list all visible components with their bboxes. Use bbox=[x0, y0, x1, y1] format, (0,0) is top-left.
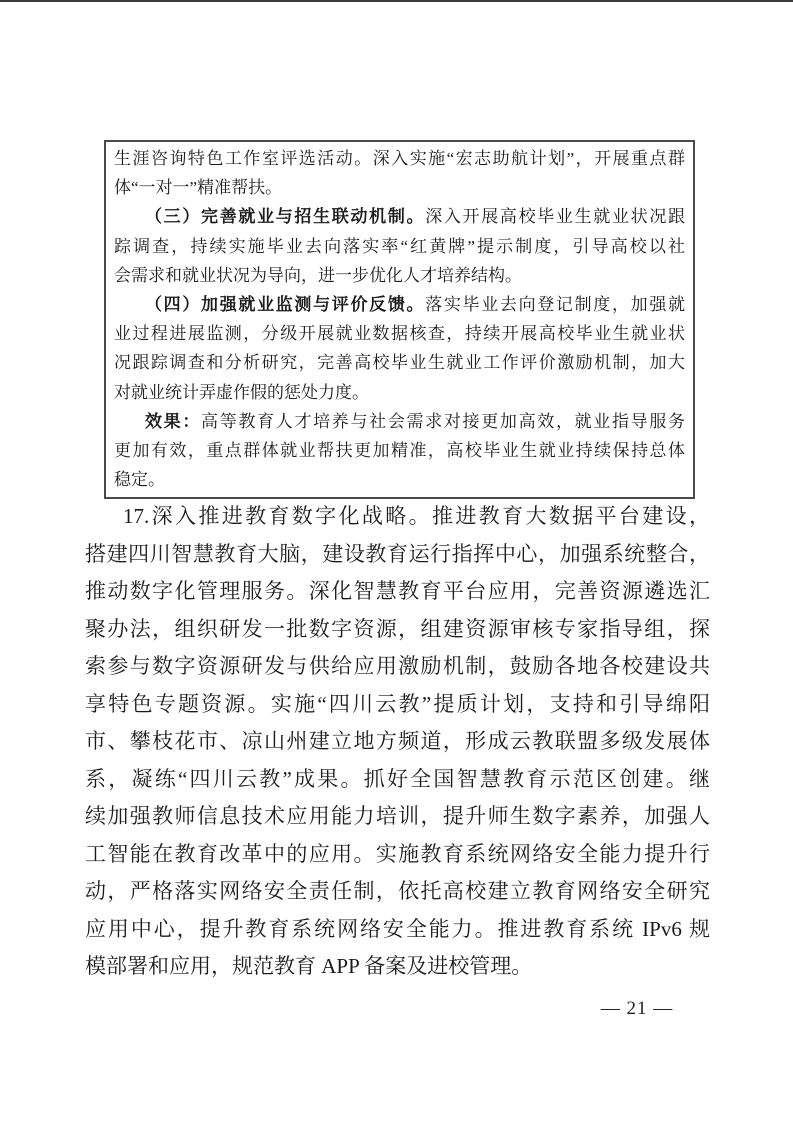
text-segment: 聚办法，组织研发一批数字资源，组建资源审核专家指导组，探 bbox=[85, 616, 710, 641]
text-line bbox=[114, 378, 685, 407]
text-segment: 更加有效，重点群体就业帮扶更加精准，高校毕业生就业持续保持总体 bbox=[114, 440, 685, 460]
heading-segment: （四）加强就业监测与评价反馈。 bbox=[145, 294, 426, 314]
text-segment: 工智能在教育改革中的应用。实施教育系统网络安全能力提升行 bbox=[85, 841, 710, 866]
text-segment: 17.深入推进教育数字化战略。 bbox=[123, 504, 432, 528]
text-line bbox=[114, 232, 685, 261]
text-segment: 应用中心，提升教育系统网络安全能力。推进教育系统 IPv6 规 bbox=[85, 916, 710, 941]
text-line bbox=[114, 144, 685, 173]
text-line bbox=[114, 407, 685, 436]
text-segment: 况跟踪调查和分析研究，完善高校毕业生就业工作评价激励机制，加大 bbox=[114, 353, 685, 373]
text-segment: 对就业统计弄虚作假的惩处力度。 bbox=[114, 382, 369, 402]
text-segment: 享特色专题资源。实施“四川云教”提质计划，支持和引导绵阳 bbox=[85, 691, 710, 716]
text-line bbox=[114, 465, 685, 494]
item-17-paragraph bbox=[85, 498, 710, 986]
text-line bbox=[85, 611, 710, 649]
text-segment: 生涯咨询特色工作室评选活动。深入实施“宏志助航计划”，开展重点群 bbox=[114, 149, 685, 168]
text-line bbox=[85, 798, 710, 836]
text-line bbox=[85, 723, 710, 761]
text-line bbox=[85, 948, 710, 986]
page-number bbox=[562, 998, 712, 1020]
text-segment: 索参与数字资源研发与供给应用激励机制，鼓励各地各校建设共 bbox=[85, 654, 710, 678]
text-segment: 高等教育人才培养与社会需求对接更加高效，就业指导服务 bbox=[201, 411, 685, 431]
text-segment: 体“一对一”精准帮扶。 bbox=[114, 178, 283, 198]
text-line bbox=[114, 202, 685, 231]
effect-summary-box bbox=[104, 140, 695, 499]
text-line bbox=[85, 686, 710, 724]
text-line bbox=[85, 498, 710, 536]
text-line bbox=[114, 261, 685, 290]
heading-segment: 效果： bbox=[145, 411, 202, 431]
text-segment: 搭建四川智慧教育大脑，建设教育运行指挥中心，加强系统整合， bbox=[85, 541, 710, 566]
text-segment: 推动数字化管理服务。深化智慧教育平台应用，完善资源遴选汇 bbox=[85, 579, 710, 603]
text-line bbox=[114, 348, 685, 377]
text-segment: 会需求和就业状况为导向，进一步优化人才培养结构。 bbox=[114, 265, 522, 285]
text-line bbox=[114, 173, 685, 202]
text-line bbox=[85, 648, 710, 686]
heading-segment: （三）完善就业与招生联动机制。 bbox=[145, 207, 426, 227]
page-number-text: — 21 — bbox=[600, 998, 674, 1019]
text-segment: 业过程进展监测，分级开展就业数据核查，持续开展高校毕业生就业状 bbox=[114, 324, 685, 344]
scan-top-edge-line bbox=[0, 0, 793, 2]
text-line bbox=[85, 573, 710, 611]
text-segment: 深入开展高校毕业生就业状况跟 bbox=[425, 207, 685, 227]
text-line bbox=[85, 873, 710, 911]
text-line bbox=[85, 911, 710, 949]
text-line bbox=[85, 536, 710, 574]
text-line bbox=[85, 761, 710, 799]
text-line bbox=[85, 836, 710, 874]
text-line bbox=[114, 290, 685, 319]
text-segment: 系，凝练“四川云教”成果。抓好全国智慧教育示范区创建。继 bbox=[85, 766, 710, 791]
text-segment: 模部署和应用，规范教育 APP 备案及进校管理。 bbox=[85, 954, 533, 978]
text-segment: 踪调查，持续实施毕业去向落实率“红黄牌”提示制度，引导高校以社 bbox=[114, 236, 685, 256]
text-segment: 动，严格落实网络安全责任制，依托高校建立教育网络安全研究 bbox=[85, 879, 710, 903]
text-segment: 市、攀枝花市、凉山州建立地方频道，形成云教联盟多级发展体 bbox=[85, 729, 710, 753]
text-segment: 推进教育大数据平台建设， bbox=[432, 504, 710, 528]
text-segment: 落实毕业去向登记制度，加强就 bbox=[425, 294, 685, 314]
text-line bbox=[114, 436, 685, 465]
text-segment: 稳定。 bbox=[114, 470, 165, 490]
text-segment: 续加强教师信息技术应用能力培训，提升师生数字素养，加强人 bbox=[85, 804, 710, 828]
text-line bbox=[114, 319, 685, 348]
